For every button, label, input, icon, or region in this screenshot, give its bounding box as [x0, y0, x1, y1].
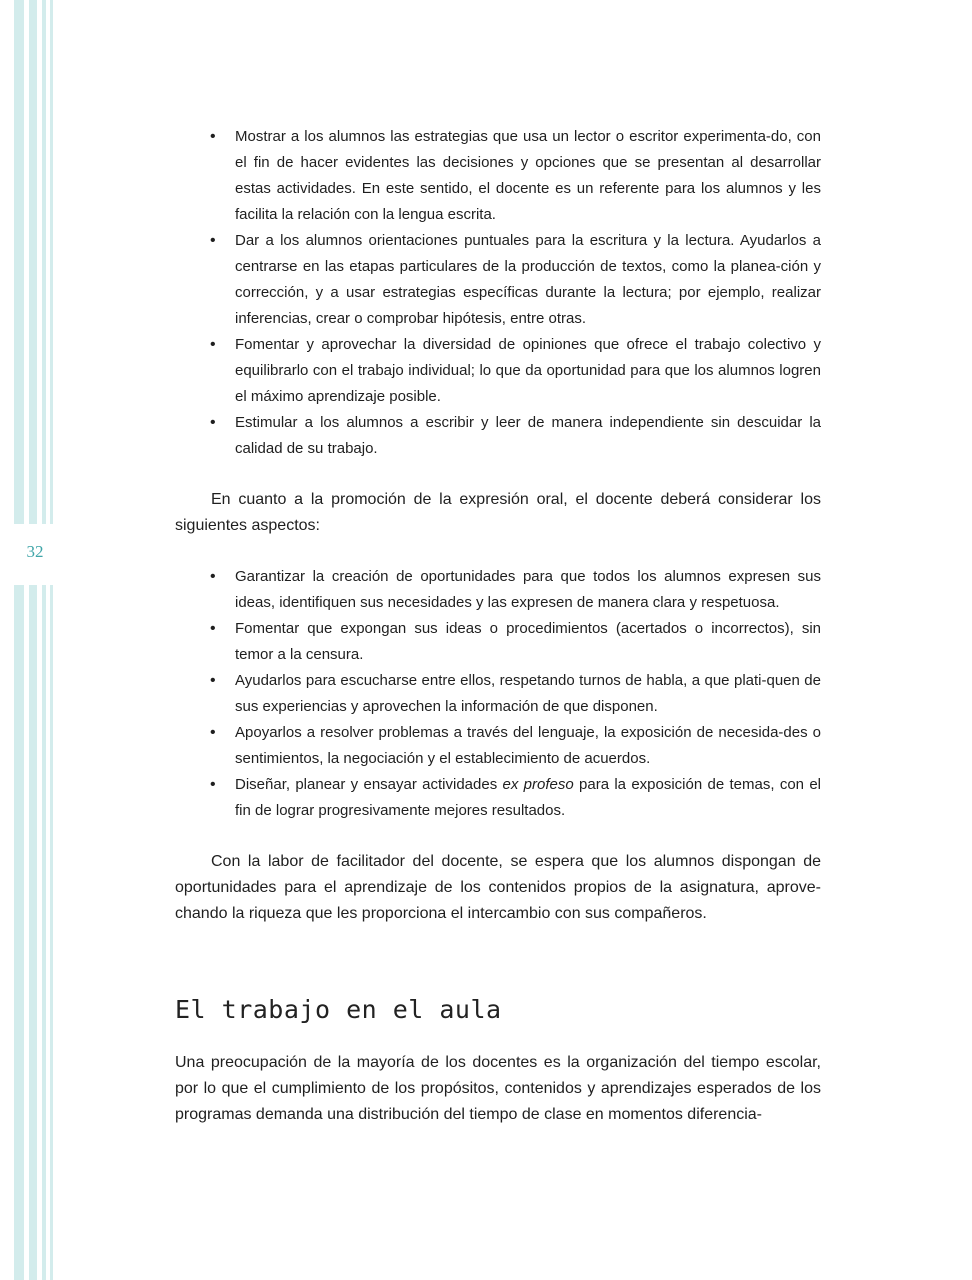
- oral-expression-list: [175, 564, 821, 824]
- list-item-text: Diseñar, planear y ensayar actividades: [235, 776, 503, 793]
- list-item: • Dar a los alumnos orientaciones puntuales para la escritura y la lectura. Ayudarlos a centrarse en las etapas particulares de la producción de textos, como la planea-ción y corrección, y a usar estrategias específicas durante la lectura; por ejemplo, realizar inferencias, crear o comprobar hipótesis, entre otras.: [235, 228, 821, 332]
- list-item: • Fomentar y aprovechar la diversidad de opiniones que ofrece el trabajo colectivo y equilibrarlo con el trabajo individual; lo que da oportunidad para que los alumnos logren el máximo aprendizaje posible.: [235, 332, 821, 410]
- list-item: • Ayudarlos para escucharse entre ellos, respetando turnos de habla, a que plati-quen de sus experiencias y aprovechen la información de que disponen.: [235, 668, 821, 720]
- section-heading: El trabajo en el aula: [175, 995, 502, 1024]
- list-item: • Garantizar la creación de oportunidades para que todos los alumnos expresen sus ideas, identifiquen sus necesidades y las expresen de manera clara y respetuosa.: [235, 564, 821, 616]
- list-item: • Estimular a los alumnos a escribir y leer de manera independiente sin descuidar la calidad de su trabajo.: [235, 410, 821, 462]
- teacher-strategies-list: [175, 124, 821, 462]
- facilitator-paragraph: Con la labor de facilitador del docente, se espera que los alumnos dispongan de oportunidades para el aprendizaje de los contenidos propios de la asignatura, aprove-chando la riqueza que les proporciona el intercambio con sus compañeros.: [175, 853, 821, 922]
- list-item: [235, 772, 821, 824]
- emphasis-text: ex profeso: [502, 776, 574, 793]
- list-item: • Fomentar que expongan sus ideas o procedimientos (acertados o incorrectos), sin temor a la censura.: [235, 616, 821, 668]
- list-item: • Apoyarlos a resolver problemas a través del lenguaje, la exposición de necesida-des o sentimientos, la negociación y el establecimiento de acuerdos.: [235, 720, 821, 772]
- list-item: • Mostrar a los alumnos las estrategias que usa un lector o escritor experimenta-do, con el fin de hacer evidentes las decisiones y opciones que se presentan al desarrollar estas actividades. En este sentido, el docente es un referente para los alumnos y les facilita la relación con la lengua escrita.: [235, 124, 821, 228]
- page-number: 32: [26, 542, 44, 561]
- classroom-work-paragraph: Una preocupación de la mayoría de los docentes es la organización del tiempo escolar, por lo que el cumplimiento de los propósitos, contenidos y aprendizajes esperados de los programas demanda una distribución del tiempo de clase en momentos diferencia-: [175, 1054, 821, 1123]
- page-content: [175, 124, 821, 1128]
- list-item-text: para la exposición de temas, con el fin de lograr progresivamente mejores resultados.: [235, 776, 821, 819]
- oral-expression-intro: En cuanto a la promoción de la expresión oral, el docente deberá considerar los siguientes aspectos:: [175, 491, 821, 534]
